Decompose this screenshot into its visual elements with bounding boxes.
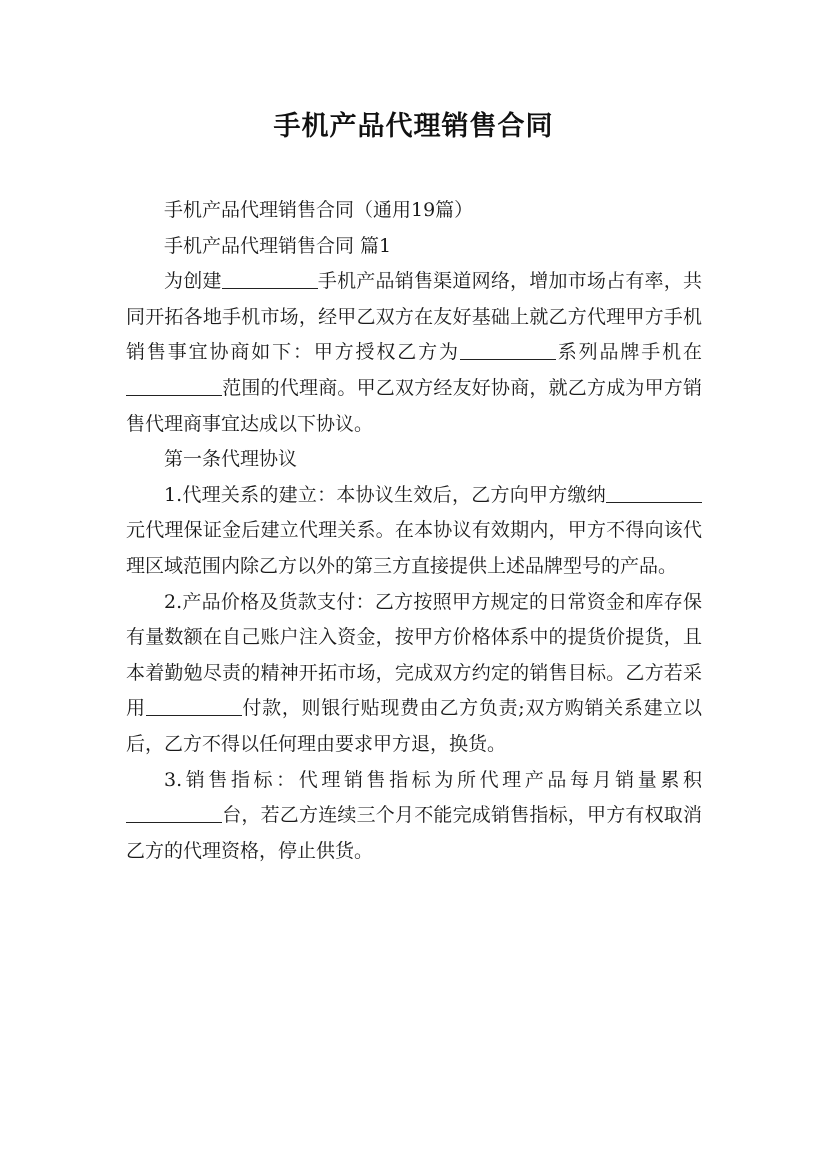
section-heading: 手机产品代理销售合同 篇1 [164,234,392,257]
clause-3-paragraph: 3.销售指标：代理销售指标为所代理产品每月销量累积台，若乙方连续三个月不能完成销售指标，甲方有权取消乙方的代理资格，停止供货。 [126,768,702,862]
fill-blank [460,339,556,360]
clause-1-paragraph: 1.代理关系的建立：本协议生效后，乙方向甲方缴纳元代理保证金后建立代理关系。在本协议有效期内，甲方不得向该代理区域范围内除乙方以外的第三方直接提供上述品牌型号的产品。 [126,483,702,577]
intro-paragraph: 为创建 手机产品销售渠道网络，增加市场占有率，共同开拓各地手机市场，经甲乙双方在友好基础上就乙方代理甲方手机销售事宜协商如下：甲方授权乙方为 系列品牌手机在范围的代理商。甲乙双方经友好协商，就乙方成为甲方销售代理商事宜达成以下协议。 [126,270,702,435]
fill-blank [606,482,702,503]
document-title: 手机产品代理销售合同 [273,111,554,142]
clause-2-paragraph: 2.产品价格及货款支付：乙方按照甲方规定的日常资金和库存保有量数额在自己账户注入资金，按甲方价格体系中的提货价提货，且本着勤勉尽责的精神开拓市场，完成双方约定的销售目标。乙方若采用 付款，则银行贴现费由乙方负责;双方购销关系建立以后，乙方不得以任何理由要求甲方退，换货。 [126,590,702,755]
fill-blank [126,802,222,823]
fill-blank [222,268,318,289]
fill-blank [146,695,242,716]
fill-blank [126,375,222,396]
article-heading: 第一条代理协议 [164,448,298,471]
document-body [126,193,702,869]
document-subtitle: 手机产品代理销售合同（通用19篇） [164,199,474,221]
